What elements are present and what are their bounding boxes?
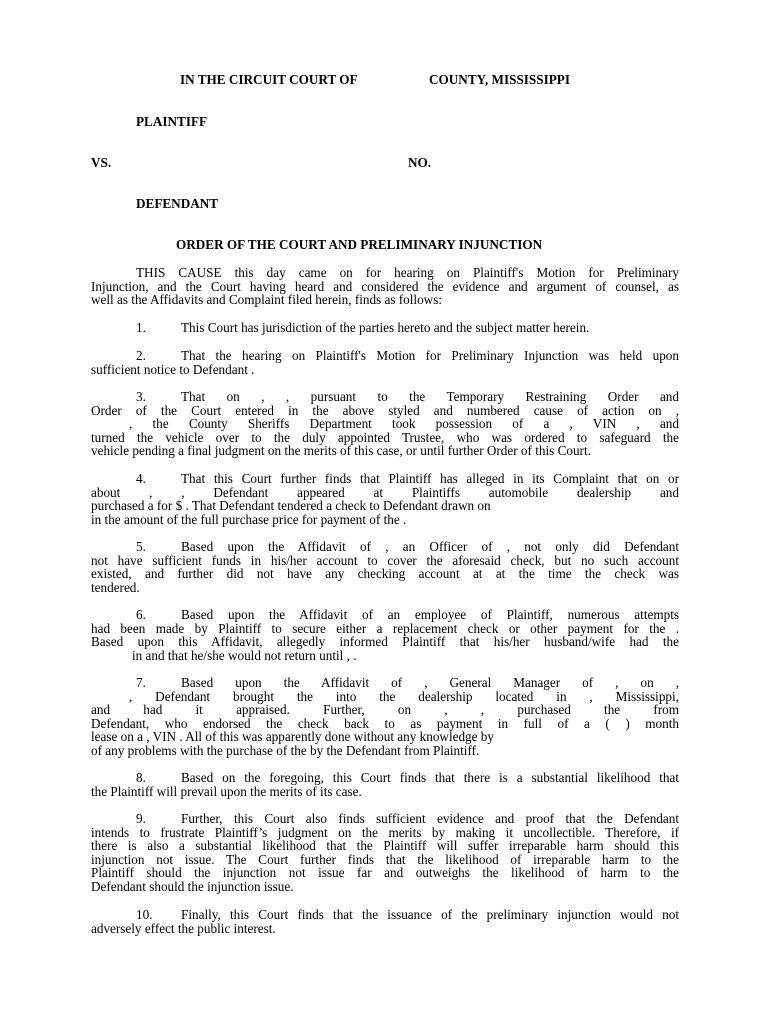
finding-item-1	[91, 321, 679, 335]
finding-text: Further, this Court also finds sufficient evidence and proof that the Defendant	[181, 811, 679, 826]
finding-text: Finally, this Court finds that the issuance of the preliminary injunction would not	[181, 907, 679, 922]
finding-line	[91, 390, 679, 404]
finding-item-5	[91, 540, 679, 594]
finding-line: there is also a substantial likelihood that the Plaintiff will suffer irreparable harm should this	[91, 838, 679, 854]
finding-line: Defendant should the injunction issue.	[91, 878, 294, 894]
court-heading-left: IN THE CIRCUIT COURT OF	[180, 72, 358, 87]
finding-text: That the hearing on Plaintiff's Motion for Preliminary Injunction was held upon	[181, 348, 679, 363]
finding-number: 10.	[136, 907, 153, 922]
finding-line: vehicle pending a final judgment on the merits of this case, or until further Order of this Court.	[91, 443, 591, 459]
finding-number: 6.	[136, 607, 146, 622]
finding-line: not have sufficient funds in his/her account to cover the aforesaid check, but no such account	[91, 552, 679, 568]
case-number-label: NO.	[408, 155, 432, 170]
intro-line: Injunction, and the Court having heard and considered the evidence and argument of counsel, as	[91, 278, 679, 294]
finding-item-7	[91, 676, 679, 758]
finding-number: 8.	[136, 770, 146, 785]
finding-line: in the amount of the full purchase price for payment of the .	[91, 511, 407, 527]
document-title: ORDER OF THE COURT AND PRELIMINARY INJUNCTION	[176, 237, 543, 252]
finding-text: That this Court further finds that Plaintiff has alleged in its Complaint that on or	[181, 471, 679, 486]
finding-line: adversely effect the public interest.	[91, 920, 276, 936]
finding-line: and had it appraised. Further, on , , purchased the from	[91, 702, 679, 718]
court-heading-right: COUNTY, MISSISSIPPI	[429, 72, 570, 87]
finding-line: of any problems with the purchase of the by the Defendant from Plaintiff.	[91, 742, 480, 758]
finding-line: tendered.	[91, 579, 140, 595]
finding-item-3	[91, 390, 679, 458]
finding-line	[91, 472, 679, 486]
finding-line	[91, 540, 679, 554]
finding-line	[91, 349, 679, 363]
finding-text: Based upon the Affidavit of , an Officer of , not only did Defendant	[181, 539, 679, 554]
finding-text: That on , , pursuant to the Temporary Restraining Order and	[181, 389, 679, 404]
finding-line: Order of the Court entered in the above styled and numbered cause of action on ,	[91, 402, 679, 418]
finding-item-10	[91, 908, 679, 935]
finding-number: 2.	[136, 348, 146, 363]
finding-line	[91, 908, 679, 922]
finding-text: This Court has jurisdiction of the parties hereto and the subject matter herein.	[181, 320, 590, 335]
finding-text: Based on the foregoing, this Court finds that there is a substantial likelihood that	[181, 770, 679, 785]
finding-line	[91, 321, 679, 335]
finding-line	[91, 771, 679, 785]
finding-line: in and that he/she would not return until , .	[132, 647, 357, 663]
versus-label: VS.	[91, 155, 112, 170]
finding-line: Based upon this Affidavit, allegedly informed Plaintiff that his/her husband/wife had the	[91, 634, 679, 650]
finding-line: , Defendant brought the into the dealership located in , Mississippi,	[129, 688, 679, 704]
finding-line: had been made by Plaintiff to secure either a replacement check or other payment for the .	[91, 620, 679, 636]
finding-line	[91, 608, 679, 622]
finding-number: 7.	[136, 675, 146, 690]
finding-line: Defendant, who endorsed the check back to as payment in full of a ( ) month	[91, 715, 679, 731]
finding-line	[91, 676, 679, 690]
finding-line: sufficient notice to Defendant .	[91, 361, 255, 377]
finding-line: intends to frustrate Plaintiff’s judgment on the merits by making it uncollectible. Therefore, if	[91, 824, 679, 840]
finding-line: , the County Sheriffs Department took possession of a , VIN , and	[129, 416, 679, 432]
finding-line: about , , Defendant appeared at Plaintiffs automobile dealership and	[91, 484, 679, 500]
intro-paragraph	[91, 266, 679, 307]
finding-item-2	[91, 349, 679, 376]
intro-line: THIS CAUSE this day came on for hearing on Plaintiff's Motion for Preliminary	[136, 265, 679, 280]
finding-number: 3.	[136, 389, 146, 404]
intro-line: well as the Affidavits and Complaint filed herein, finds as follows:	[91, 292, 442, 308]
finding-text: Based upon the Affidavit of an employee of Plaintiff, numerous attempts	[181, 607, 679, 622]
finding-text: Based upon the Affidavit of , General Manager of , on ,	[181, 675, 679, 690]
finding-line: purchased a for $ . That Defendant tendered a check to Defendant drawn on	[91, 498, 491, 514]
finding-number: 5.	[136, 539, 146, 554]
finding-line: injunction not issue. The Court further finds that the likelihood of irreparable harm to the	[91, 851, 679, 867]
defendant-label: DEFENDANT	[136, 196, 219, 211]
finding-line: the Plaintiff will prevail upon the merits of its case.	[91, 783, 362, 799]
finding-line: existed, and further did not have any checking account at at the time the check was	[91, 566, 679, 582]
finding-item-9	[91, 812, 679, 894]
plaintiff-label: PLAINTIFF	[136, 114, 208, 129]
finding-item-4	[91, 472, 679, 526]
finding-line: lease on a , VIN . All of this was apparently done without any knowledge by	[91, 729, 494, 745]
finding-line: Plaintiff should the injunction not issue far and outweighs the likelihood of harm to the	[91, 865, 679, 881]
finding-item-8	[91, 771, 679, 798]
finding-item-6	[91, 608, 679, 662]
finding-line	[91, 812, 679, 826]
finding-number: 4.	[136, 471, 146, 486]
finding-number: 9.	[136, 811, 146, 826]
finding-line: turned the vehicle over to the duly appointed Trustee, who was ordered to safeguard the	[91, 429, 679, 445]
finding-number: 1.	[136, 320, 146, 335]
